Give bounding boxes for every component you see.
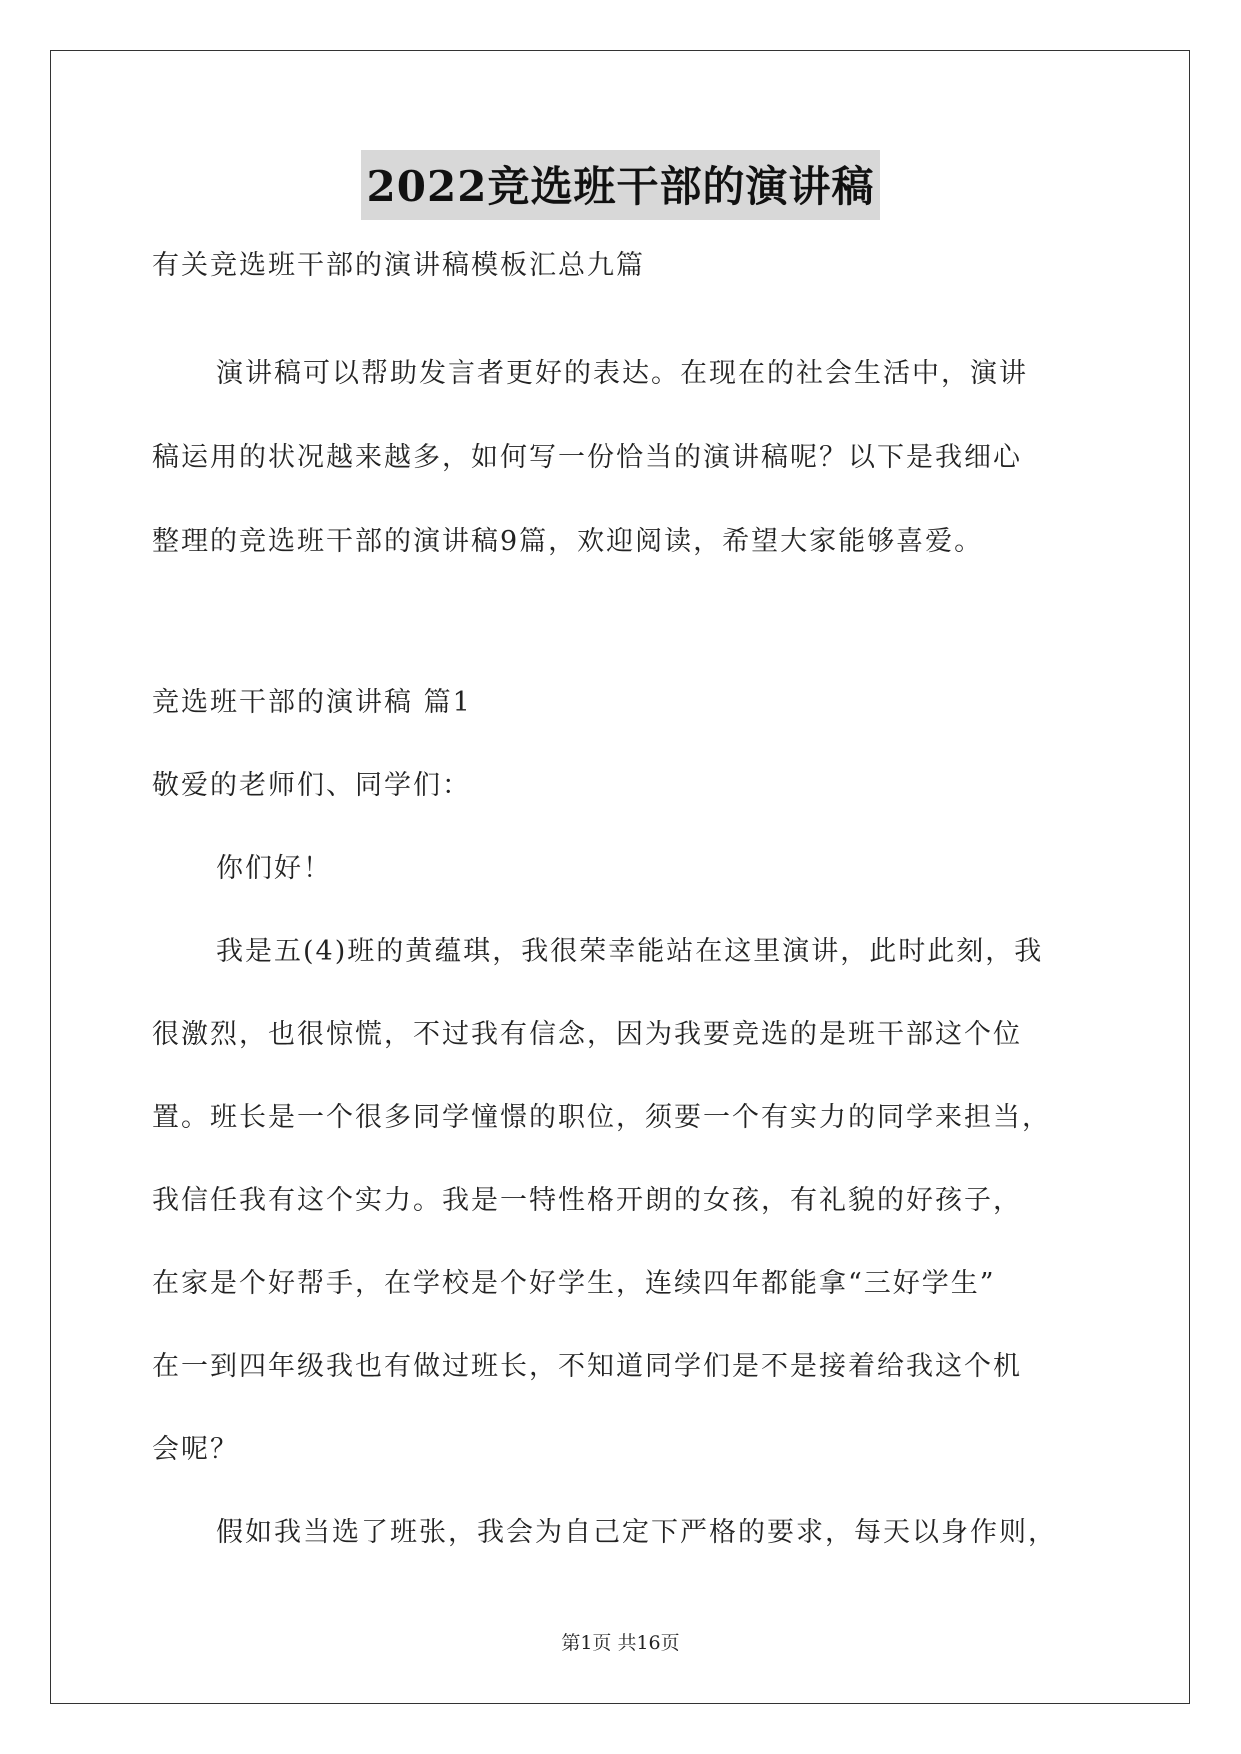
paragraph-line: 在家是个好帮手，在学校是个好学生，连续四年都能拿“三好学生” [152,1268,996,1299]
paragraph-line: 我是五(4)班的黄蕴琪，我很荣幸能站在这里演讲，此时此刻，我 [216,936,1044,967]
paragraph-line: 假如我当选了班张，我会为自己定下严格的要求，每天以身作则， [216,1517,1057,1548]
section-heading: 竞选班干部的演讲稿 篇1 [152,687,472,718]
paragraph-line: 在一到四年级我也有做过班长，不知道同学们是不是接着给我这个机 [152,1351,1022,1382]
document-title: 2022竞选班干部的演讲稿 [361,150,881,220]
title-container [0,150,1241,220]
page-number-footer: 第1页 共16页 [561,1632,680,1654]
paragraph-line: 很激烈，也很惊慌，不过我有信念，因为我要竞选的是班干部这个位 [152,1019,1022,1050]
paragraph-line: 置。班长是一个很多同学憧憬的职位，须要一个有实力的同学来担当， [152,1102,1051,1133]
paragraph-line: 会呢？ [152,1434,239,1465]
intro-line: 稿运用的状况越来越多，如何写一份恰当的演讲稿呢？以下是我细心 [152,442,1022,473]
greeting-line: 敬爱的老师们、同学们： [152,770,471,801]
paragraph-line: 我信任我有这个实力。我是一特性格开朗的女孩，有礼貌的好孩子， [152,1185,1022,1216]
hello-line: 你们好！ [216,853,332,884]
intro-line: 整理的竞选班干部的演讲稿9篇，欢迎阅读，希望大家能够喜爱。 [152,526,984,557]
intro-line: 演讲稿可以帮助发言者更好的表达。在现在的社会生活中，演讲 [216,358,1028,389]
document-subtitle: 有关竞选班干部的演讲稿模板汇总九篇 [152,250,645,281]
